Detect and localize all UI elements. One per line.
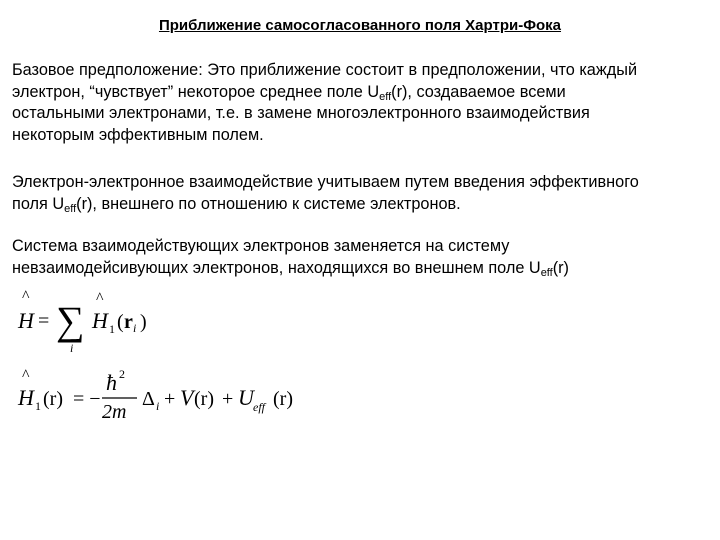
numerator-superscript: 2 bbox=[119, 367, 125, 381]
sum-index: i bbox=[70, 341, 74, 355]
sum-symbol: ∑ bbox=[56, 298, 85, 343]
argument-close: ) bbox=[140, 311, 147, 333]
equals-sign: = bbox=[38, 310, 50, 332]
argument-open: ( bbox=[117, 311, 124, 333]
hat-accent: ^ bbox=[22, 288, 30, 305]
paragraph-effective-field bbox=[12, 172, 712, 215]
paragraph-line: Электрон-электронное взаимодействие учитываем путем введения эффективного bbox=[12, 173, 639, 191]
paragraph-line: Система взаимодействующих электронов заменяется на систему bbox=[12, 237, 510, 255]
formula-one-electron-hamiltonian bbox=[16, 360, 336, 426]
hat-accent: ^ bbox=[22, 367, 30, 384]
ueff-argument: (r) bbox=[273, 388, 293, 410]
ueff-subscript: eff bbox=[253, 400, 265, 414]
plus-sign: + bbox=[222, 388, 234, 410]
lhs-argument: (r) bbox=[43, 388, 63, 410]
ueff-symbol: U bbox=[238, 385, 254, 410]
potential-argument: (r) bbox=[194, 388, 214, 410]
formula-hamiltonian-sum bbox=[16, 288, 216, 364]
plus-sign: + bbox=[164, 388, 176, 410]
lhs-subscript: 1 bbox=[35, 399, 41, 413]
laplacian-subscript: i bbox=[156, 399, 160, 413]
fraction-numerator: ħ bbox=[106, 370, 117, 395]
formula-one-electron-hamiltonian-svg bbox=[16, 360, 336, 423]
hat-accent: ^ bbox=[96, 290, 104, 307]
equals-minus: = − bbox=[73, 388, 101, 410]
paragraph-line: поля $U_{eff}(r)$, внешнего по отношению к системе электронов. bbox=[12, 194, 461, 215]
term-symbol: H bbox=[92, 308, 108, 333]
paragraph-system-replacement bbox=[12, 236, 712, 279]
argument-r: r bbox=[124, 311, 133, 333]
term-subscript: 1 bbox=[109, 322, 115, 336]
laplacian-symbol: Δ bbox=[142, 388, 155, 410]
paragraph-line: некоторым эффективным полем. bbox=[12, 125, 264, 144]
potential-symbol: V bbox=[180, 385, 194, 410]
paragraph-line: Базовое предположение: Это приближение состоит в предположении, что каждый bbox=[12, 61, 638, 79]
paragraph-line: остальными электронами, т.е. в замене многоэлектронного взаимодействия bbox=[12, 104, 590, 122]
argument-subscript: i bbox=[133, 321, 137, 335]
paragraph-line: электрон, “чувствует” некоторое среднее поле $U_{eff}(r)$, создаваемое всеми bbox=[12, 82, 566, 103]
formula-hamiltonian-sum-svg bbox=[16, 288, 216, 358]
paragraph-basic-assumption bbox=[12, 60, 712, 146]
lhs-symbol: H bbox=[18, 385, 34, 410]
fraction-denominator: 2m bbox=[102, 401, 127, 423]
hamiltonian-symbol: H bbox=[18, 308, 34, 333]
slide-title: Приближение самосогласованного поля Хартри-Фока bbox=[158, 17, 562, 34]
paragraph-line: невзаимодейсивующих электронов, находящихся во внешнем поле $U_{eff}(r)$ bbox=[12, 258, 569, 279]
